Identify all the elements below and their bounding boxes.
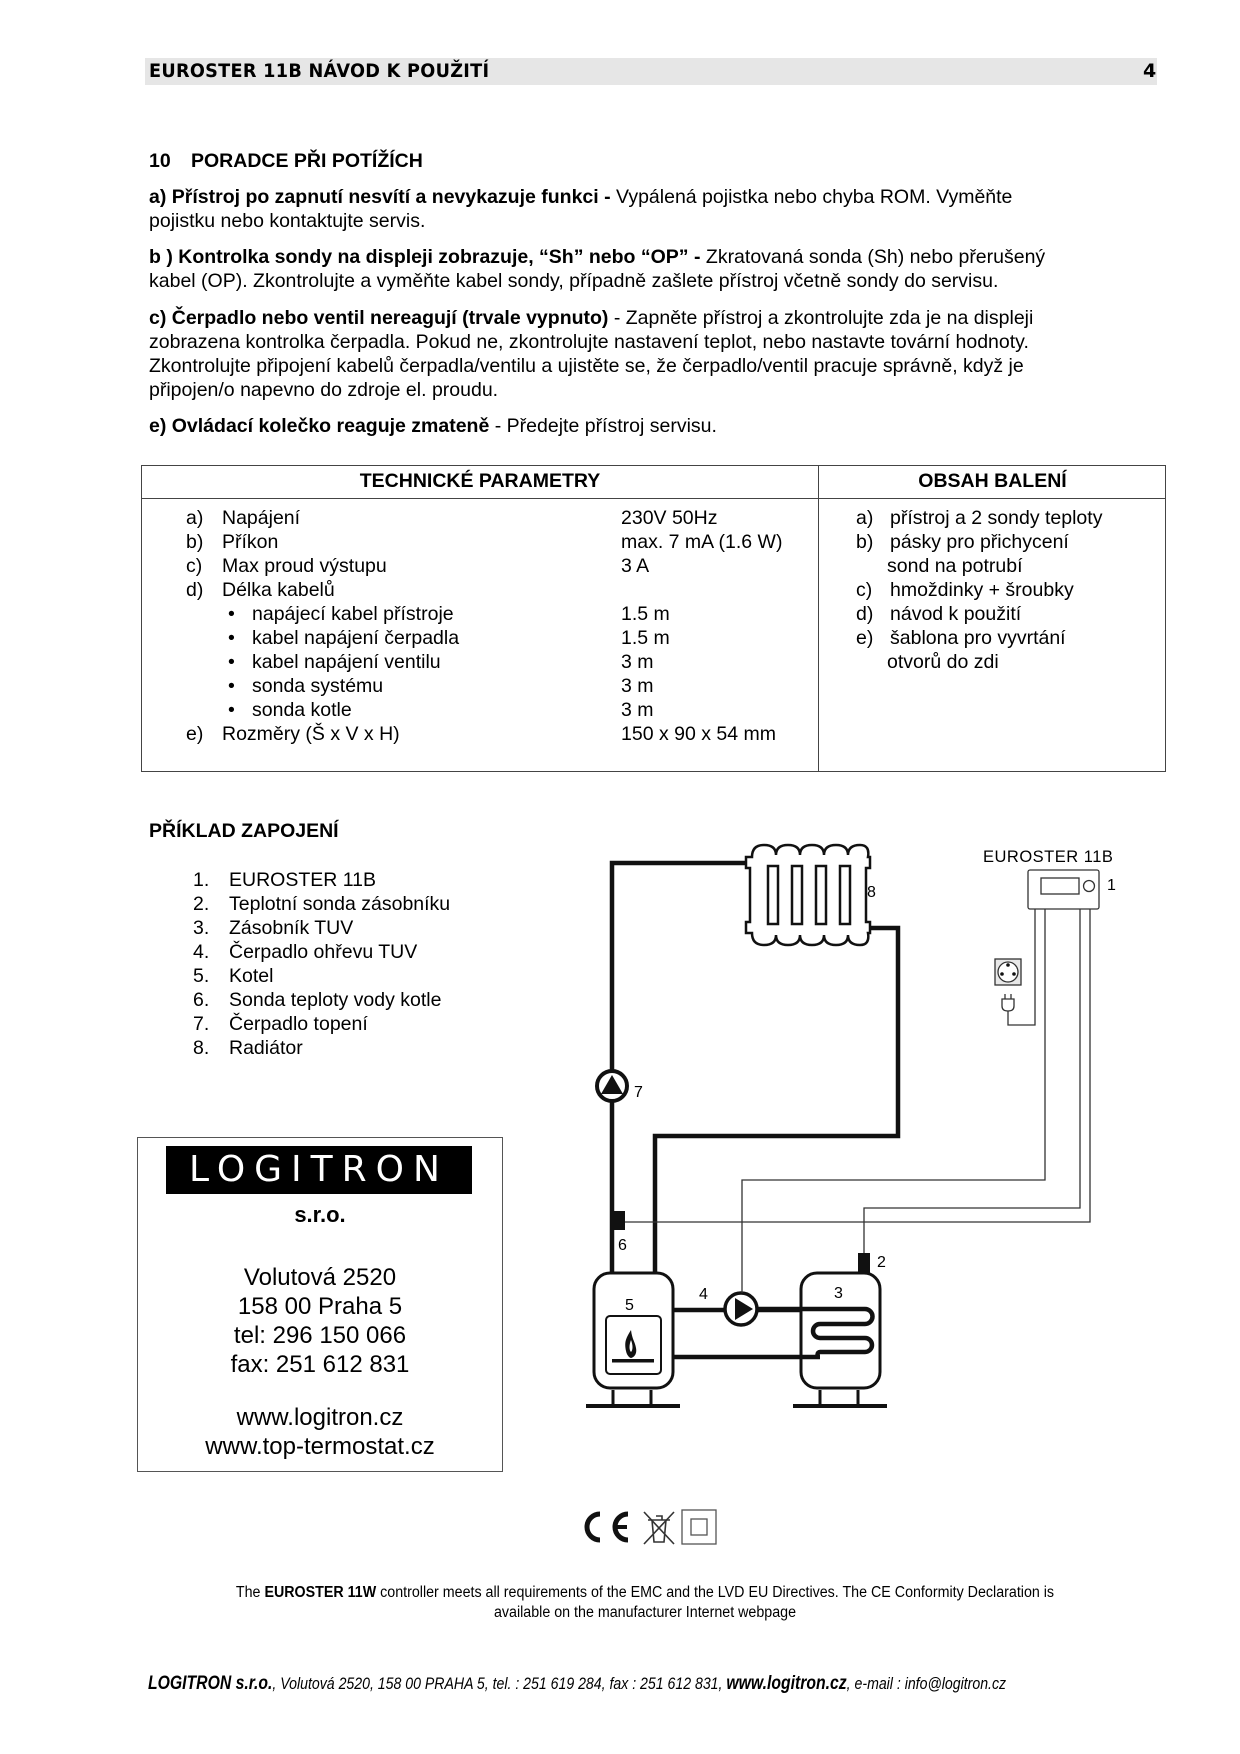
callout-7: 7: [634, 1084, 643, 1101]
row-label: Příkon: [222, 531, 279, 553]
address-line: Volutová 2520: [243, 1264, 397, 1291]
item-separator: -: [489, 415, 507, 437]
legend-label: Sonda teploty vody kotle: [229, 989, 442, 1011]
boiler-sensor-icon: [610, 1211, 625, 1230]
item-text: pojistku nebo kontaktujte servis.: [149, 210, 426, 232]
page-footer: [148, 1673, 1006, 1695]
legend-item: [193, 940, 417, 964]
item-text: připojen/o napevno do zdroje el. proudu.: [149, 379, 499, 401]
item-heading: c) Čerpadlo nebo ventil nereagují (trvale vypnuto): [149, 307, 609, 329]
callout-6: 6: [618, 1237, 627, 1254]
legend-item: [193, 892, 450, 916]
item-label: hmoždinky + šroubky: [890, 579, 1074, 601]
controller-label: EUROSTER 11B: [983, 848, 1114, 866]
item-separator: -: [608, 307, 626, 329]
legend-number: 4.: [193, 941, 210, 963]
item-separator: -: [598, 186, 617, 208]
item-text: zobrazena kontrolka čerpadla. Pokud ne, zkontrolujte nastavení teplot, nebo nastavte tovární hodnoty.: [149, 331, 1029, 353]
legend-label: Zásobník TUV: [229, 917, 354, 939]
legend-number: 2.: [193, 893, 210, 915]
table-row: [142, 674, 818, 698]
section-heading: PORADCE PŘI POTÍŽÍCH: [191, 150, 423, 172]
note-text: The: [235, 1584, 265, 1601]
item-text: Zkratovaná sonda (Sh) nebo přerušený: [705, 246, 1046, 268]
troubleshoot-item-c: [149, 306, 1149, 402]
package-item: [142, 578, 1162, 602]
table-row: [142, 722, 818, 746]
row-value: 3 m: [621, 699, 654, 721]
row-letter: d): [186, 579, 204, 601]
table-header-divider: [142, 498, 1165, 499]
row-label: kabel napájení ventilu: [252, 651, 441, 673]
item-heading: e) Ovládací kolečko reaguje zmateně: [149, 415, 490, 437]
row-letter: b): [186, 531, 204, 553]
heating-pump-icon: [597, 1071, 627, 1101]
legend-label: Teplotní sonda zásobníku: [229, 893, 451, 915]
pipe-return: [655, 928, 898, 1272]
callout-8: 8: [867, 884, 876, 901]
row-value: 1.5 m: [621, 603, 670, 625]
page-number: 4: [1143, 60, 1157, 82]
burner-icon: [612, 1359, 654, 1363]
callout-1: 1: [1107, 877, 1116, 894]
legend-label: Kotel: [229, 965, 274, 987]
footer-website-link[interactable]: www.logitron.cz: [726, 1673, 847, 1694]
legend-label: Čerpadlo topení: [229, 1013, 368, 1035]
legend-number: 3.: [193, 917, 210, 939]
spec-table: [141, 465, 1166, 772]
package-item-continuation: [142, 650, 1162, 674]
row-letter: a): [186, 507, 204, 529]
item-text: kabel (OP). Zkontrolujte a vyměňte kabel sondy, případně zašlete přístroj včetně sondy do servisu.: [149, 270, 999, 292]
callout-2: 2: [877, 1254, 886, 1271]
weee-crossed-bin-icon: [644, 1512, 674, 1544]
compliance-note: [180, 1583, 1109, 1623]
fax-line: fax: 251 612 831: [230, 1351, 410, 1378]
item-heading: b ) Kontrolka sondy na displeji zobrazuje, “Sh” nebo “OP”: [149, 246, 689, 268]
power-plug-icon: [1002, 994, 1014, 1011]
ce-mark-icon: [587, 1514, 628, 1540]
row-label: napájecí kabel přístroje: [252, 603, 454, 625]
item-separator: -: [688, 246, 706, 268]
row-value: 3 m: [621, 675, 654, 697]
callout-3: 3: [834, 1285, 843, 1302]
double-insulation-icon: [682, 1510, 716, 1544]
package-item: [142, 626, 1162, 650]
row-label: Délka kabelů: [222, 579, 335, 601]
item-label: pásky pro přichycení: [890, 531, 1069, 553]
row-value: max. 7 mA (1.6 W): [621, 531, 783, 553]
legend-item: [193, 1012, 368, 1036]
callout-5: 5: [625, 1297, 634, 1314]
item-letter: b): [856, 531, 874, 553]
company-logo: LOGITRON: [166, 1146, 472, 1194]
section-title: [149, 150, 423, 173]
item-label: návod k použití: [890, 603, 1022, 625]
item-heading: a) Přístroj po zapnutí nesvítí a nevykazuje funkci: [149, 186, 599, 208]
pipe-supply: [612, 863, 746, 1272]
tank-pump-icon: [725, 1293, 757, 1325]
controller-icon: [1028, 870, 1099, 909]
item-text: Předejte přístroj servisu.: [506, 415, 717, 437]
table-row: [142, 698, 818, 722]
legend-item: [193, 1036, 303, 1060]
row-value: 150 x 90 x 54 mm: [621, 723, 776, 745]
item-label: otvorů do zdi: [887, 651, 999, 673]
package-item: [142, 530, 1162, 554]
item-label: přístroj a 2 sondy teploty: [890, 507, 1103, 529]
row-value: 3 m: [621, 651, 654, 673]
legend-item: [193, 964, 273, 988]
section-number: 10: [149, 150, 171, 172]
row-label: Napájení: [222, 507, 301, 529]
website-link[interactable]: www.top-termostat.cz: [205, 1433, 435, 1460]
legend-number: 5.: [193, 965, 210, 987]
row-value: 1.5 m: [621, 627, 670, 649]
legend-number: 6.: [193, 989, 210, 1011]
footer-company: LOGITRON s.r.o.: [148, 1673, 273, 1694]
package-item-continuation: [142, 554, 1162, 578]
item-text: Vypálená pojistka nebo chyba ROM. Vyměňte: [616, 186, 1013, 208]
tank-sensor-icon: [858, 1253, 870, 1274]
legend-item: [193, 988, 441, 1012]
row-value: 230V 50Hz: [621, 507, 718, 529]
certification-marks: [578, 1500, 738, 1552]
item-text: Zapněte přístroj a zkontrolujte zda je na displeji: [625, 307, 1034, 329]
phone-line: tel: 296 150 066: [233, 1322, 407, 1349]
legend-label: Radiátor: [229, 1037, 303, 1059]
website-link[interactable]: www.logitron.cz: [236, 1404, 404, 1431]
legend-number: 1.: [193, 869, 210, 891]
troubleshoot-item-a: [149, 185, 1149, 233]
package-item: [142, 602, 1162, 626]
wiring-example-title: PŘÍKLAD ZAPOJENÍ: [149, 820, 339, 842]
power-socket-icon: [995, 959, 1021, 985]
bullet-icon: •: [228, 699, 235, 721]
legend-number: 8.: [193, 1037, 210, 1059]
item-letter: e): [856, 627, 874, 649]
row-label: sonda systému: [252, 675, 384, 697]
troubleshoot-item-e: [149, 414, 1149, 438]
address-line: 158 00 Praha 5: [237, 1293, 403, 1320]
document-title: EUROSTER 11B NÁVOD K POUŽITÍ: [149, 60, 490, 82]
package-item: [142, 506, 1162, 530]
row-label: sonda kotle: [252, 699, 352, 721]
troubleshoot-item-b: [149, 245, 1149, 293]
legend-item: [193, 868, 376, 892]
item-letter: d): [856, 603, 874, 625]
legend-number: 7.: [193, 1013, 210, 1035]
legend-label: EUROSTER 11B: [229, 869, 377, 891]
bullet-icon: •: [228, 627, 235, 649]
radiator-icon: [746, 845, 870, 945]
wiring-diagram: [580, 840, 1180, 1440]
bullet-icon: •: [228, 603, 235, 625]
legend-item: [193, 916, 353, 940]
cable-boiler-sensor: [625, 909, 1090, 1222]
row-label: kabel napájení čerpadla: [252, 627, 460, 649]
item-letter: a): [856, 507, 874, 529]
company-info-box: [137, 1137, 503, 1472]
bullet-icon: •: [228, 675, 235, 697]
bullet-icon: •: [228, 651, 235, 673]
footer-email[interactable]: , e-mail : info@logitron.cz: [846, 1674, 1007, 1693]
tech-params-header: TECHNICKÉ PARAMETRY: [359, 470, 601, 492]
item-label: sond na potrubí: [887, 555, 1023, 577]
row-letter: c): [186, 555, 203, 577]
item-text: Zkontrolujte připojení kabelů čerpadla/ventilu a ujistěte se, že čerpadlo/ventil pracuje správně, když je: [149, 355, 1024, 377]
callout-4: 4: [699, 1286, 708, 1303]
note-text: controller meets all requirements of the EMC and the LVD EU Directives. The CE Conformity Declaration is: [376, 1584, 1055, 1601]
item-label: šablona pro vyvrtání: [890, 627, 1066, 649]
company-suffix: s.r.o.: [294, 1202, 346, 1227]
footer-details: , Volutová 2520, 158 00 PRAHA 5, tel. : 251 619 284, fax : 251 612 831,: [272, 1674, 727, 1693]
item-letter: c): [856, 579, 873, 601]
product-name: EUROSTER 11W: [264, 1584, 377, 1601]
note-text: available on the manufacturer Internet webpage: [493, 1604, 797, 1621]
legend-label: Čerpadlo ohřevu TUV: [229, 941, 418, 963]
row-letter: e): [186, 723, 204, 745]
row-value: 3 A: [621, 555, 650, 577]
row-label: Max proud výstupu: [222, 555, 387, 577]
row-label: Rozměry (Š x V x H): [222, 723, 400, 745]
package-contents-header: OBSAH BALENÍ: [918, 470, 1067, 492]
